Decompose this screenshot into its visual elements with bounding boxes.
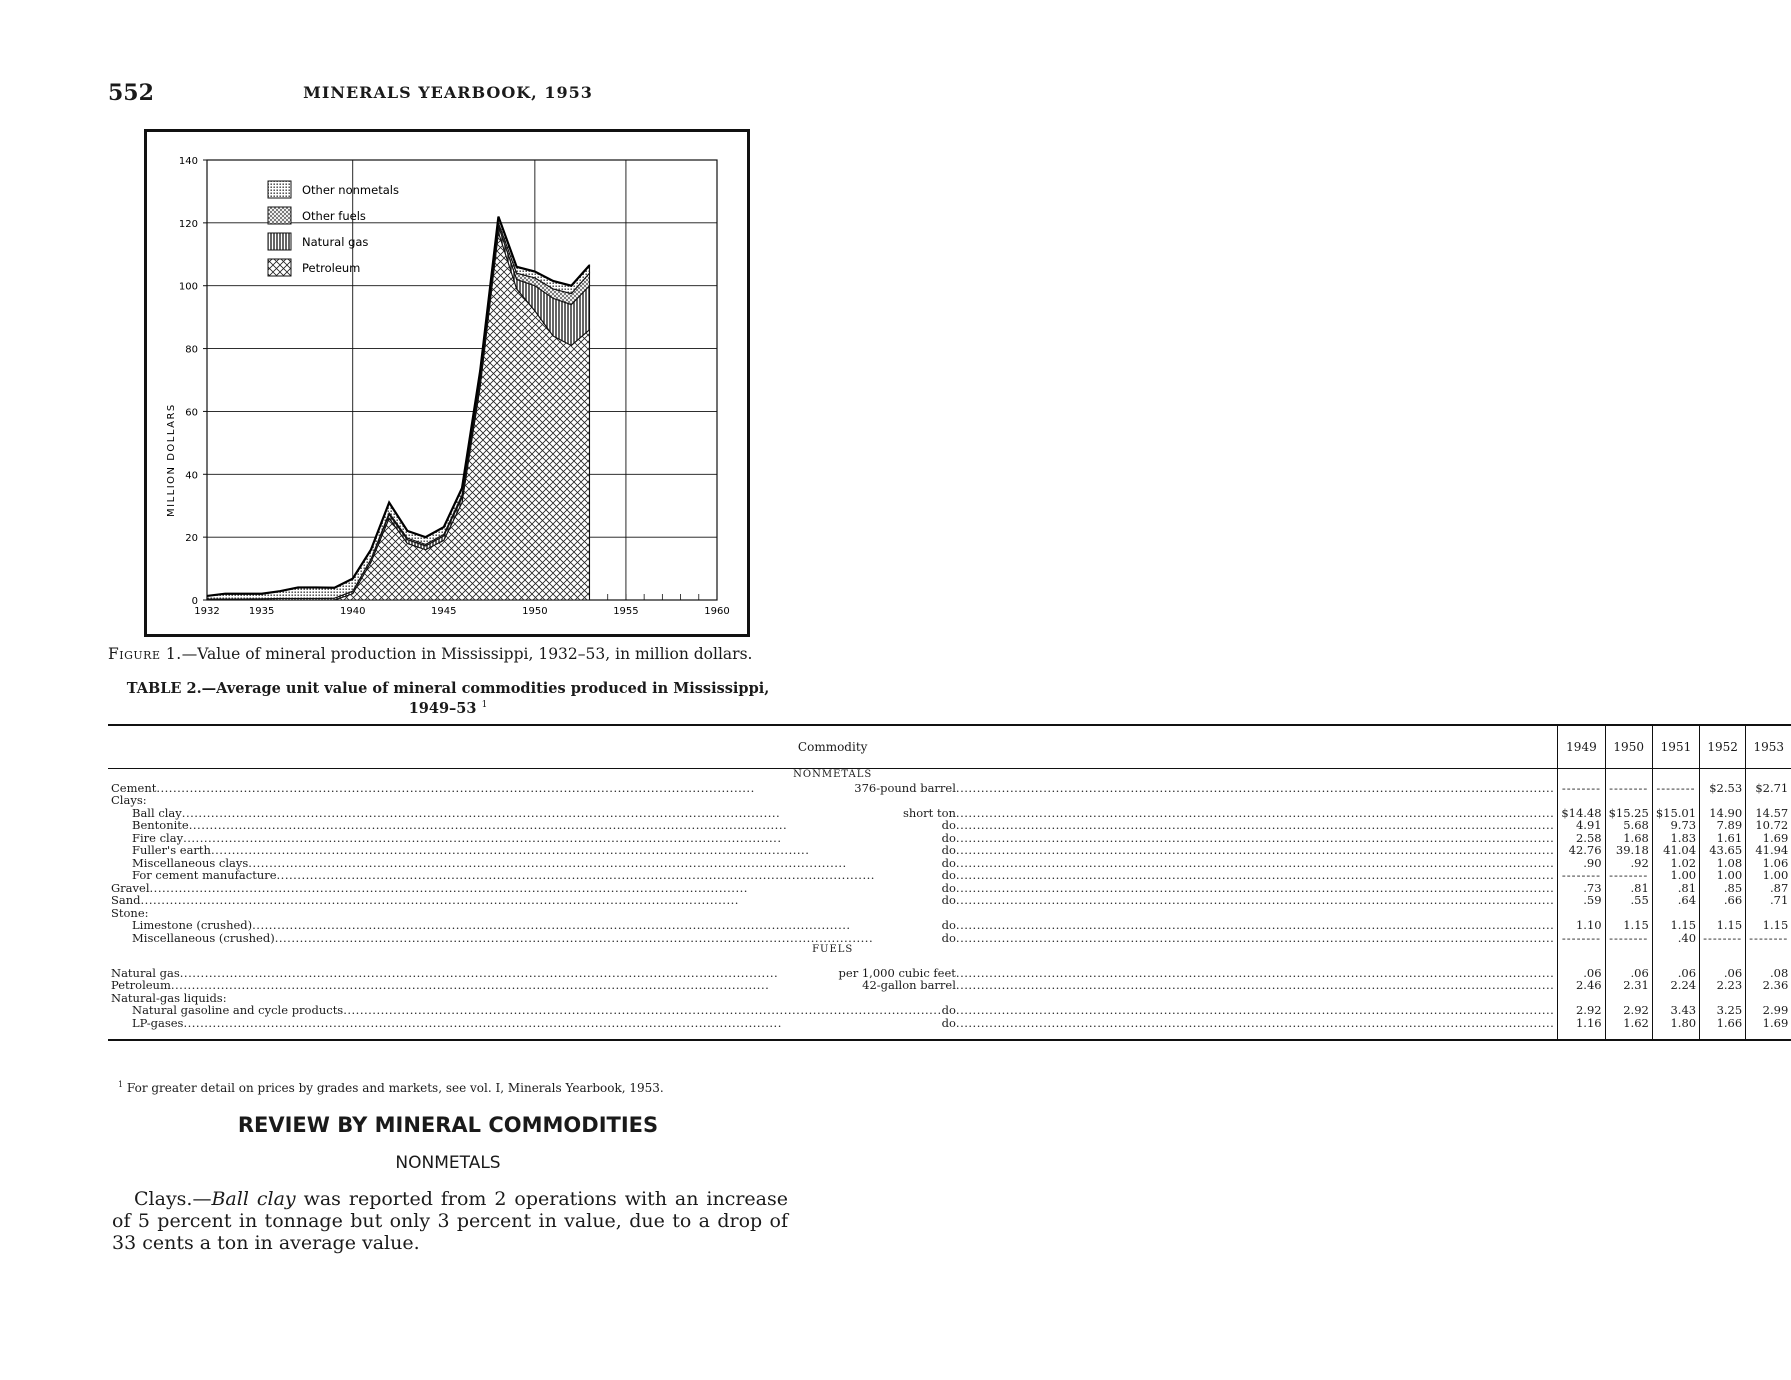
col-header-1950: 1950 xyxy=(1605,725,1652,769)
empty-cell xyxy=(1558,794,1605,807)
value-cell: .64 xyxy=(1652,894,1699,907)
table-footnote-marker: 1 xyxy=(481,700,488,710)
value-cell: .06 xyxy=(1652,967,1699,980)
unit-label: do xyxy=(941,880,956,895)
value-cell: 1.61 xyxy=(1700,832,1746,845)
commodity-name: LP-gases xyxy=(132,1015,184,1030)
x-tick-label: 1940 xyxy=(339,606,366,617)
leader-dots xyxy=(156,782,854,795)
value-cell: 2.46 xyxy=(1558,979,1605,992)
empty-cell xyxy=(1700,944,1746,957)
table-footnote xyxy=(118,1080,788,1095)
value-cell: .06 xyxy=(1700,967,1746,980)
value-cell: 43.65 xyxy=(1700,844,1746,857)
value-cell: 4.91 xyxy=(1558,819,1605,832)
commodity-name: Gravel xyxy=(111,880,150,895)
y-tick-label: 60 xyxy=(185,407,198,419)
x-tick-label: 1955 xyxy=(613,606,639,617)
spacer-row xyxy=(108,957,1791,967)
value-cell: .71 xyxy=(1746,894,1791,907)
unit-label: do xyxy=(941,930,956,945)
value-cell: 1.68 xyxy=(1605,832,1652,845)
commodity-cell xyxy=(108,894,1558,907)
value-cell: 41.94 xyxy=(1746,844,1791,857)
empty-cell xyxy=(1652,769,1699,782)
commodity-name: Bentonite xyxy=(132,818,189,832)
value-cell: 1.69 xyxy=(1746,832,1791,845)
empty-cell xyxy=(1700,794,1746,807)
col-header-1951: 1951 xyxy=(1652,725,1699,769)
value-cell: $2.53 xyxy=(1700,782,1746,795)
value-cell: 2.92 xyxy=(1558,1004,1605,1017)
empty-cell xyxy=(1700,769,1746,782)
value-cell: $2.71 xyxy=(1746,782,1791,795)
page-number: 552 xyxy=(108,80,154,106)
leader-dots xyxy=(956,919,1554,932)
x-tick-label: 1935 xyxy=(248,606,275,617)
section-heading: NONMETALS xyxy=(793,769,873,780)
table-row xyxy=(108,794,1791,807)
value-cell: 1.62 xyxy=(1605,1017,1652,1030)
y-tick-label: 20 xyxy=(185,533,198,545)
empty-cell xyxy=(1700,1029,1746,1040)
figure-caption xyxy=(108,645,788,663)
running-title: MINERALS YEARBOOK, 1953 xyxy=(303,83,593,102)
value-cell: 2.23 xyxy=(1700,979,1746,992)
clays-body: was reported from 2 operations with an increase of 5 percent in tonnage but only 3 percent in value, due to a drop of 33 cents a ton in average value. xyxy=(112,1188,788,1254)
empty-cell xyxy=(1652,957,1699,967)
legend-label: Other fuels xyxy=(302,209,366,223)
value-cell: .92 xyxy=(1605,857,1652,870)
value-cell: -------- xyxy=(1746,932,1791,945)
legend-swatch xyxy=(268,181,291,198)
value-cell: .40 xyxy=(1652,932,1699,945)
value-cell: .06 xyxy=(1558,967,1605,980)
leader-dots xyxy=(183,1017,941,1030)
unit-label: do xyxy=(941,818,956,832)
value-cell: .08 xyxy=(1746,967,1791,980)
commodity-name: Cement xyxy=(111,780,157,795)
value-cell: 1.08 xyxy=(1700,857,1746,870)
clays-paragraph xyxy=(112,1188,788,1254)
value-cell: 14.90 xyxy=(1700,807,1746,820)
value-cell: 1.15 xyxy=(1652,919,1699,932)
x-tick-label: 1960 xyxy=(704,606,730,617)
unit-label: do xyxy=(941,893,956,907)
commodity-group: Stone: xyxy=(111,905,149,920)
table-row xyxy=(108,844,1791,857)
value-cell: 10.72 xyxy=(1746,819,1791,832)
leader-dots xyxy=(956,782,1554,795)
value-cell: -------- xyxy=(1605,782,1652,795)
value-cell: $14.48 xyxy=(1558,807,1605,820)
empty-cell xyxy=(1746,957,1791,967)
unit-label: do xyxy=(941,1015,956,1030)
unit-label: do xyxy=(941,1003,956,1017)
value-cell: .81 xyxy=(1605,882,1652,895)
value-cell: 1.02 xyxy=(1652,857,1699,870)
commodity-cell xyxy=(108,979,1558,992)
col-header-1949: 1949 xyxy=(1558,725,1605,769)
leader-dots xyxy=(956,979,1554,992)
leader-dots xyxy=(956,1004,1554,1017)
leader-dots xyxy=(956,932,1554,945)
empty-cell xyxy=(1558,944,1605,957)
col-header-1952: 1952 xyxy=(1700,725,1746,769)
empty-cell xyxy=(1746,794,1791,807)
footnote-text: For greater detail on prices by grades and markets, see vol. I, Minerals Yearbook, 1953. xyxy=(126,1081,664,1095)
value-cell: 1.00 xyxy=(1746,869,1791,882)
legend-label: Petroleum xyxy=(302,261,361,275)
value-cell: -------- xyxy=(1558,932,1605,945)
value-cell: 1.00 xyxy=(1700,869,1746,882)
value-cell: 1.06 xyxy=(1746,857,1791,870)
table-header-row xyxy=(108,725,1791,769)
chart-legend xyxy=(268,181,399,276)
empty-cell xyxy=(1700,957,1746,967)
value-cell: .59 xyxy=(1558,894,1605,907)
value-cell: 3.25 xyxy=(1700,1004,1746,1017)
figure-caption-text: —Value of mineral production in Mississippi, 1932–53, in million dollars. xyxy=(181,645,753,663)
value-cell: .66 xyxy=(1700,894,1746,907)
review-heading: REVIEW BY MINERAL COMMODITIES xyxy=(237,1113,659,1137)
value-cell: .55 xyxy=(1605,894,1652,907)
commodity-name: Limestone (crushed) xyxy=(132,918,253,932)
section-heading: FUELS xyxy=(812,944,854,955)
table-title-line2: 1949–53 xyxy=(408,699,477,717)
unit-value-table xyxy=(108,724,1791,1041)
value-cell: .06 xyxy=(1605,967,1652,980)
commodity-cell xyxy=(108,869,1558,882)
unit-label: per 1,000 cubic feet xyxy=(838,965,956,980)
leader-dots xyxy=(956,819,1554,832)
commodity-cell xyxy=(108,1004,1558,1017)
leader-dots xyxy=(252,919,941,932)
table-row xyxy=(108,979,1791,992)
production-chart xyxy=(147,132,747,634)
legend-swatch xyxy=(268,207,291,224)
unit-label: 42-gallon barrel xyxy=(862,978,956,992)
value-cell: .73 xyxy=(1558,882,1605,895)
col-header-commodity: Commodity xyxy=(108,725,1558,769)
table-row xyxy=(108,782,1791,795)
value-cell: 1.15 xyxy=(1746,919,1791,932)
unit-label: do xyxy=(941,830,956,845)
empty-cell xyxy=(1605,769,1652,782)
clays-lead: Clays.— xyxy=(134,1188,212,1210)
empty-cell xyxy=(1605,957,1652,967)
leader-dots xyxy=(956,1017,1554,1030)
unit-label: do xyxy=(941,918,956,932)
unit-label: do xyxy=(941,855,956,870)
table-row xyxy=(108,932,1791,945)
value-cell: 1.16 xyxy=(1558,1017,1605,1030)
value-cell: 42.76 xyxy=(1558,844,1605,857)
commodity-name: Miscellaneous clays xyxy=(132,855,249,870)
commodity-name: Ball clay xyxy=(132,805,182,820)
footnote-marker: 1 xyxy=(118,1080,124,1089)
y-tick-label: 120 xyxy=(178,218,198,230)
value-cell: -------- xyxy=(1558,782,1605,795)
unit-label: 376-pound barrel xyxy=(854,780,956,795)
value-cell: 14.57 xyxy=(1746,807,1791,820)
empty-cell xyxy=(1558,769,1605,782)
section-nonmetals xyxy=(108,769,1791,782)
value-cell: $15.25 xyxy=(1605,807,1652,820)
legend-label: Natural gas xyxy=(302,235,369,249)
value-cell: 1.66 xyxy=(1700,1017,1746,1030)
commodity-name: Fire clay xyxy=(132,830,184,845)
figure-caption-label: Figure 1. xyxy=(108,645,182,663)
commodity-group: Natural-gas liquids: xyxy=(111,990,227,1005)
value-cell: 1.69 xyxy=(1746,1017,1791,1030)
value-cell: -------- xyxy=(1558,869,1605,882)
empty-cell xyxy=(1652,794,1699,807)
spacer-row xyxy=(108,1029,1791,1040)
unit-label: do xyxy=(941,868,956,882)
x-tick-label: 1932 xyxy=(194,606,220,617)
value-cell: 39.18 xyxy=(1605,844,1652,857)
leader-dots xyxy=(343,1004,941,1017)
table-row xyxy=(108,894,1791,907)
unit-label: short ton xyxy=(902,805,956,820)
value-cell: 2.99 xyxy=(1746,1004,1791,1017)
nonmetals-subheading: NONMETALS xyxy=(395,1153,501,1173)
value-cell: 2.58 xyxy=(1558,832,1605,845)
table-title xyxy=(108,680,788,717)
table-row xyxy=(108,919,1791,932)
table-row xyxy=(108,1004,1791,1017)
value-cell: -------- xyxy=(1700,932,1746,945)
commodity-cell xyxy=(108,844,1558,857)
empty-cell xyxy=(1558,957,1605,967)
y-tick-label: 0 xyxy=(191,596,198,607)
value-cell: 1.15 xyxy=(1700,919,1746,932)
empty-cell xyxy=(1558,1029,1605,1040)
empty-cell xyxy=(1605,944,1652,957)
leader-dots xyxy=(277,869,942,882)
commodity-cell xyxy=(108,932,1558,945)
commodity-name: Fuller's earth xyxy=(132,843,211,857)
value-cell: 41.04 xyxy=(1652,844,1699,857)
empty-cell xyxy=(1746,944,1791,957)
ball-clay-term: Ball clay xyxy=(211,1188,296,1210)
leader-dots xyxy=(171,979,862,992)
leader-dots xyxy=(956,844,1554,857)
empty-cell xyxy=(1746,1029,1791,1040)
commodity-cell xyxy=(108,782,1558,795)
value-cell: 2.31 xyxy=(1605,979,1652,992)
table-row xyxy=(108,1017,1791,1030)
commodity-name: For cement manufacture xyxy=(132,868,277,882)
commodity-name: Petroleum xyxy=(111,978,171,992)
value-cell: $15.01 xyxy=(1652,807,1699,820)
value-cell: 2.36 xyxy=(1746,979,1791,992)
commodity-cell xyxy=(108,794,1558,807)
value-cell: 5.68 xyxy=(1605,819,1652,832)
x-tick-label: 1950 xyxy=(522,606,548,617)
leader-dots xyxy=(275,932,942,945)
value-cell: .81 xyxy=(1652,882,1699,895)
value-cell: .85 xyxy=(1700,882,1746,895)
table-row xyxy=(108,819,1791,832)
leader-dots xyxy=(956,894,1554,907)
empty-cell xyxy=(1746,769,1791,782)
col-header-1953: 1953 xyxy=(1746,725,1791,769)
value-cell: 2.92 xyxy=(1605,1004,1652,1017)
y-axis-label: MILLION DOLLARS xyxy=(166,403,177,517)
commodity-name: Miscellaneous (crushed) xyxy=(132,930,275,945)
y-tick-label: 100 xyxy=(178,281,198,293)
section-fuels xyxy=(108,944,1791,957)
y-tick-label: 40 xyxy=(185,470,198,482)
value-cell: 1.10 xyxy=(1558,919,1605,932)
commodity-name: Natural gas xyxy=(111,965,180,980)
empty-cell xyxy=(108,1029,1558,1040)
empty-cell xyxy=(1652,944,1699,957)
leader-dots xyxy=(141,894,942,907)
commodity-cell xyxy=(108,919,1558,932)
value-cell: .87 xyxy=(1746,882,1791,895)
value-cell: -------- xyxy=(1652,782,1699,795)
commodity-group: Clays: xyxy=(111,793,147,807)
chart-areas xyxy=(207,217,590,600)
figure-frame xyxy=(144,129,750,637)
empty-cell xyxy=(1605,1029,1652,1040)
leader-dots xyxy=(211,844,942,857)
commodity-cell xyxy=(108,1017,1558,1030)
legend-swatch xyxy=(268,259,291,276)
x-tick-label: 1945 xyxy=(431,606,457,617)
legend-swatch xyxy=(268,233,291,250)
value-cell: 7.89 xyxy=(1700,819,1746,832)
value-cell: 1.15 xyxy=(1605,919,1652,932)
unit-label: do xyxy=(941,843,956,857)
empty-cell xyxy=(108,957,1558,967)
leader-dots xyxy=(189,819,942,832)
y-tick-label: 140 xyxy=(178,156,198,167)
value-cell: 1.83 xyxy=(1652,832,1699,845)
value-cell: .90 xyxy=(1558,857,1605,870)
legend-label: Other nonmetals xyxy=(302,183,399,197)
value-cell: 2.24 xyxy=(1652,979,1699,992)
value-cell: 3.43 xyxy=(1652,1004,1699,1017)
value-cell: 1.00 xyxy=(1652,869,1699,882)
commodity-name: Sand xyxy=(111,893,141,907)
empty-cell xyxy=(1605,794,1652,807)
leader-dots xyxy=(956,869,1554,882)
commodity-name: Natural gasoline and cycle products xyxy=(132,1003,344,1017)
value-cell: -------- xyxy=(1605,932,1652,945)
y-tick-label: 80 xyxy=(185,344,198,356)
value-cell: 9.73 xyxy=(1652,819,1699,832)
commodity-cell xyxy=(108,819,1558,832)
empty-cell xyxy=(1652,1029,1699,1040)
page-header xyxy=(108,80,788,110)
value-cell: -------- xyxy=(1605,869,1652,882)
table-title-line1: TABLE 2.—Average unit value of mineral commodities produced in Mississippi, xyxy=(126,680,770,697)
value-cell: 1.80 xyxy=(1652,1017,1699,1030)
table-row xyxy=(108,869,1791,882)
